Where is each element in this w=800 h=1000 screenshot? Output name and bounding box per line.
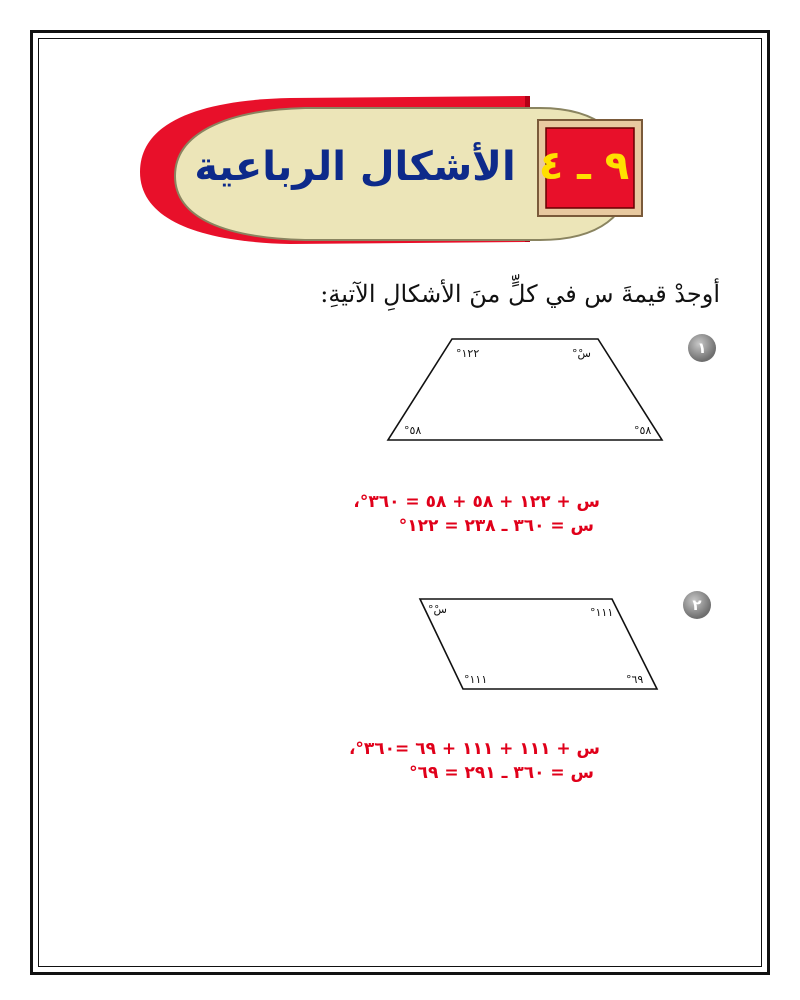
exercise-1-answer xyxy=(300,490,600,538)
ex2-angle-top-right: ١١١° xyxy=(590,606,614,619)
lesson-number: ٩ ـ ٤ xyxy=(538,143,630,189)
ex1-angle-bottom-right: ٥٨° xyxy=(634,424,652,437)
instruction-text: أوجدْ قيمةَ س في كلٍّ منَ الأشكالِ الآتيةِ: xyxy=(320,280,720,308)
ex1-answer-line-1: س + ١٢٢ + ٥٨ + ٥٨ = ٣٦٠°، xyxy=(353,492,600,512)
ex1-angle-top-left: ١٢٢° xyxy=(456,347,480,360)
exercise-2-answer xyxy=(300,737,600,785)
ex2-angle-bottom-right: ٦٩° xyxy=(626,673,644,686)
ex1-angle-bottom-left: ٥٨° xyxy=(404,424,422,437)
ex2-answer-line-1: س + ١١١ + ١١١ + ٦٩ =٣٦٠°، xyxy=(348,739,600,759)
exercise-1-number: ١ xyxy=(688,334,716,362)
ex2-answer-line-2: س = ٣٦٠ ـ ٢٩١ = ٦٩° xyxy=(409,763,594,783)
ex1-angle-top-right: سْ° xyxy=(572,347,591,360)
ex2-angle-top-left: سْ° xyxy=(428,603,447,616)
lesson-banner xyxy=(130,92,670,252)
ex2-angle-bottom-left: ١١١° xyxy=(464,673,488,686)
exercise-2-number: ٢ xyxy=(683,591,711,619)
ex1-answer-line-2: س = ٣٦٠ ـ ٢٣٨ = ١٢٢° xyxy=(398,516,594,536)
lesson-title: الأشكال الرباعية xyxy=(194,144,516,190)
